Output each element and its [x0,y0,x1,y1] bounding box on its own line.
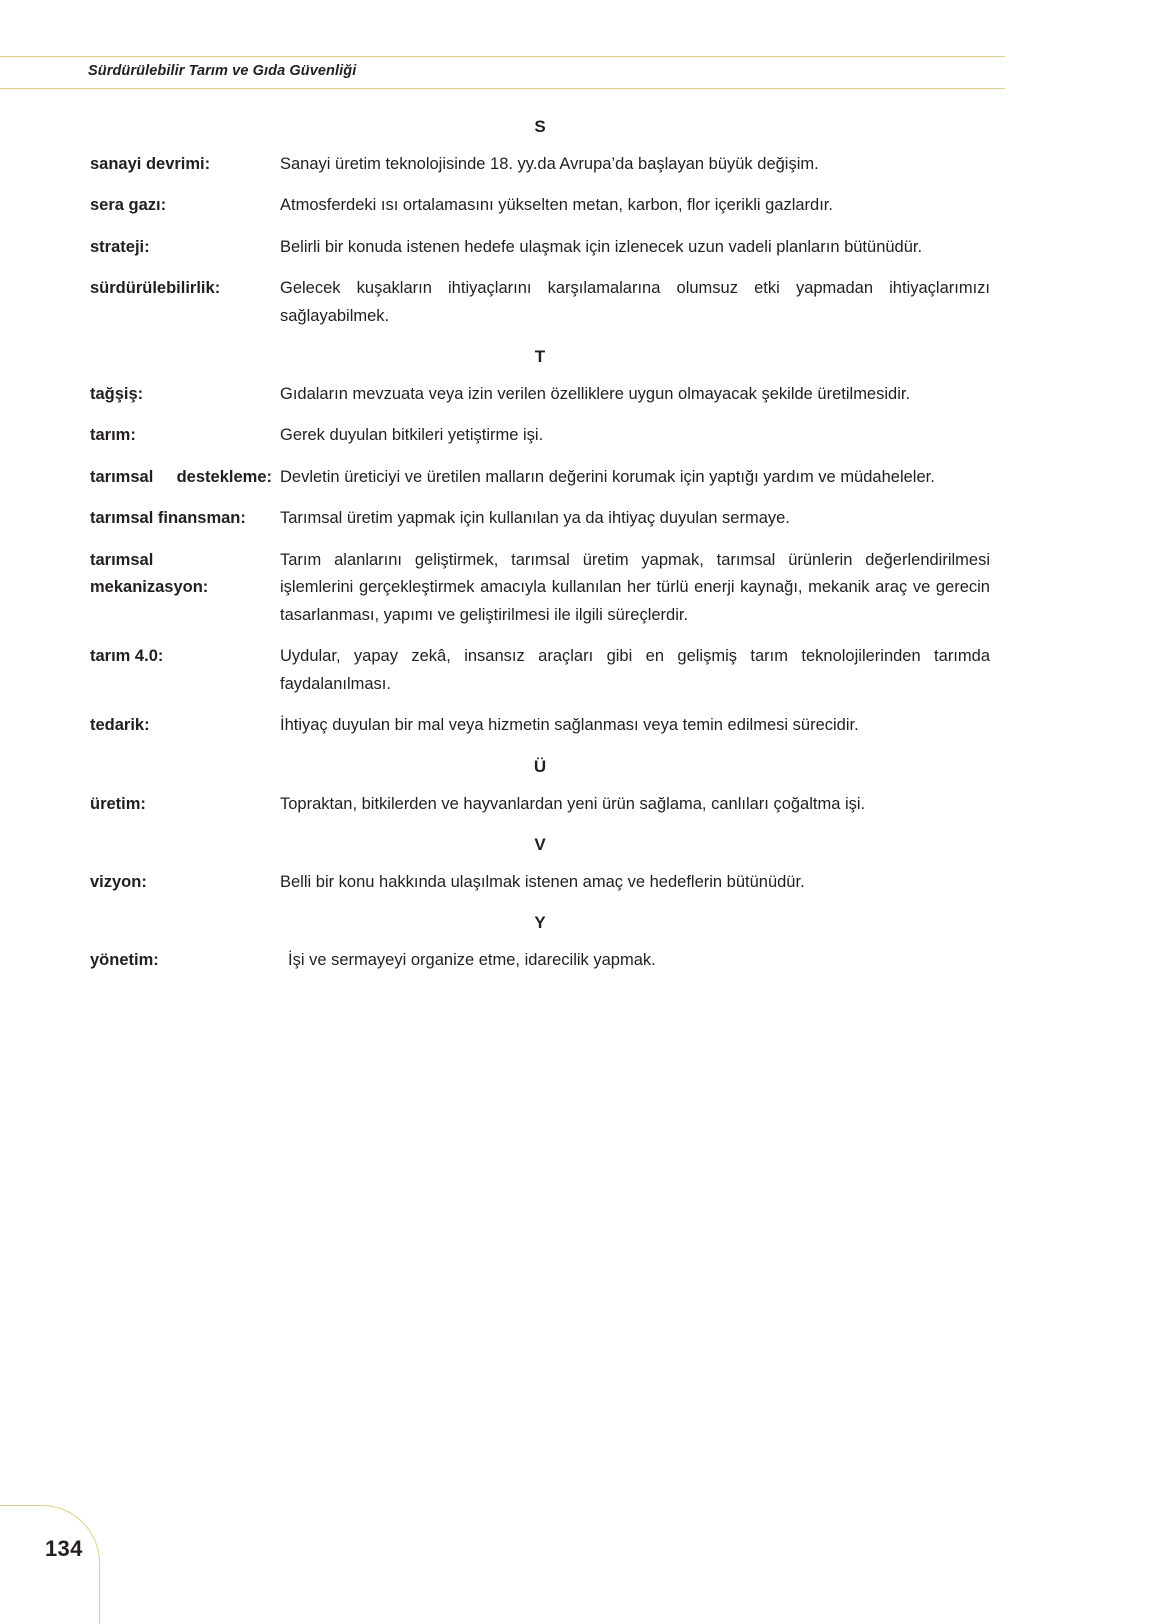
glossary-entry [90,791,990,819]
glossary-entry [90,422,990,450]
glossary-term: yönetim: [90,950,159,969]
glossary-definition: Gıdaların mevzuata veya izin verilen özelliklere uygun olmayacak şekilde üretilmesidir. [280,384,911,403]
glossary-definition: Devletin üreticiyi ve üretilen malların değerini korumak için yaptığı yardım ve müdaheleler. [280,467,935,486]
glossary-definition: Belli bir konu hakkında ulaşılmak istenen amaç ve hedeflerin bütünüdür. [280,872,805,891]
glossary-definition: İhtiyaç duyulan bir mal veya hizmetin sağlanması veya temin edilmesi sürecidir. [280,716,859,735]
glossary-entry [90,151,990,179]
glossary-term: tarımsal mekanizasyon: [90,550,209,597]
glossary-term: sürdürülebilirlik: [90,279,221,298]
glossary-term: tağşiş: [90,384,144,403]
glossary-term: üretim: [90,794,146,813]
section-letter-heading: S [534,117,546,136]
glossary-definition: Tarımsal üretim yapmak için kullanılan ya da ihtiyaç duyulan sermaye. [280,509,790,528]
glossary-term: vizyon: [90,872,147,891]
glossary-definition: Uydular, yapay zekâ, insansız araçları gibi en gelişmiş tarım teknolojilerinden tarımda faydalanılması. [280,647,990,693]
section-letter-heading: Ü [533,756,547,776]
glossary-entry [90,234,990,262]
glossary-entry [90,869,990,897]
glossary-term: tarımsal finansman: [90,509,246,528]
glossary-term: tarımsal destekleme: [90,467,272,486]
glossary-entry [90,275,990,330]
glossary-term: tedarik: [90,716,150,735]
glossary-term: tarım: [90,426,136,445]
glossary-entry [90,192,990,220]
glossary-entry [90,547,990,630]
glossary-term: sanayi devrimi: [90,154,211,173]
glossary-entry [90,505,990,533]
glossary-entry [90,712,990,740]
glossary-entry [90,947,990,975]
glossary-body [90,118,990,988]
glossary-definition: Tarım alanlarını geliştirmek, tarımsal üretim yapmak, tarımsal ürünlerin değerlendirilmesi işlemlerini gerçekleştirmek amacıyla kullanılan her türlü enerji kaynağı, mekanik araç ve gerecin tasarlanması, yapımı ve geliştirilmesi ile ilgili süreçlerdir. [280,550,990,624]
glossary-definition: Gelecek kuşakların ihtiyaçlarını karşılamalarına olumsuz etki yapmadan ihtiyaçlarımızı sağlayabilmek. [280,279,990,325]
section-letter-heading: Y [534,913,546,933]
glossary-term: sera gazı: [90,196,167,215]
glossary-definition: Atmosferdeki ısı ortalamasını yükselten metan, karbon, flor içerikli gazlardır. [280,196,833,215]
glossary-definition: Sanayi üretim teknolojisinde 18. yy.da Avrupa’da başlayan büyük değişim. [280,154,819,173]
glossary-definition: Belirli bir konuda istenen hedefe ulaşmak için izlenecek uzun vadeli planların bütünüdür. [280,237,923,256]
glossary-definition: Topraktan, bitkilerden ve hayvanlardan yeni ürün sağlama, canlıları çoğaltma işi. [280,794,866,813]
glossary-definition: Gerek duyulan bitkileri yetiştirme işi. [280,426,544,445]
glossary-entry [90,381,990,409]
glossary-entry [90,464,990,492]
running-header-title: Sürdürülebilir Tarım ve Gıda Güvenliği [88,63,357,79]
section-letter-heading: V [534,835,546,855]
glossary-entry [90,643,990,698]
section-letter-heading: T [534,347,546,367]
glossary-term: tarım 4.0: [90,647,164,666]
running-header [0,56,1005,89]
footer-corner-decoration [0,1505,100,1624]
page-number: 134 [45,1536,83,1561]
glossary-definition: İşi ve sermayeyi organize etme, idarecilik yapmak. [288,950,656,969]
glossary-term: strateji: [90,237,150,256]
